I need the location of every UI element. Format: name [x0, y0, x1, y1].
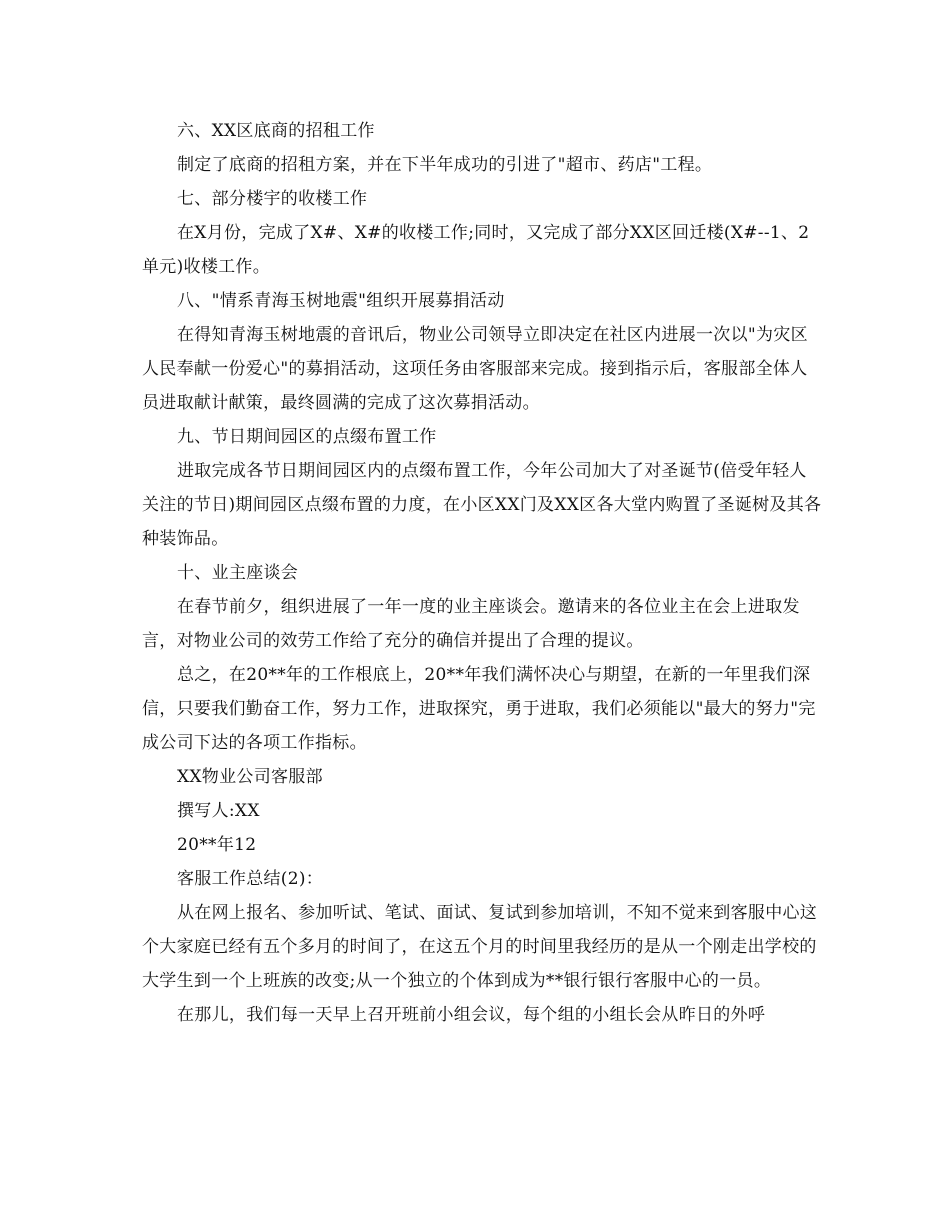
- section-heading-10: 十、业主座谈会: [177, 563, 299, 583]
- second-summary-title: 客服工作总结(2)：: [177, 869, 324, 889]
- signature-author: 撰写人:XX: [177, 801, 260, 821]
- paragraph: 制定了底商的招租方案，并在下半年成功的引进了"超市、药店"工程。: [177, 155, 713, 175]
- paragraph: 从在网上报名、参加听试、笔试、面试、复试到参加培训，不知不觉来到客服中心这个大家庭已经有五个多月的时间了，在这五个月的时间里我经历的是从一个刚走出学校的大学生到一个上班族的改变;从一个独立的个体到成为**银行银行客服中心的一员。: [142, 903, 818, 991]
- section-heading-8: 八、"情系青海玉树地震"组织开展募捐活动: [177, 291, 505, 311]
- conclusion-paragraph: 总之，在20**年的工作根底上，20**年我们满怀决心与期望，在新的一年里我们深信，只要我们勤奋工作，努力工作，进取探究，勇于进取，我们必须能以"最大的努力"完成公司下达的各项工作指标。: [142, 665, 816, 753]
- paragraph: 进取完成各节日期间园区内的点缀布置工作，今年公司加大了对圣诞节(倍受年轻人关注的节日)期间园区点缀布置的力度，在小区XX门及XX区各大堂内购置了圣诞树及其各种装饰品。: [142, 461, 822, 549]
- section-heading-9: 九、节日期间园区的点缀布置工作: [177, 427, 437, 447]
- paragraph: 在X月份，完成了X#、X#的收楼工作;同时，又完成了部分XX区回迁楼(X#--1、2单元)收楼工作。: [142, 223, 810, 277]
- paragraph: 在春节前夕，组织进展了一年一度的业主座谈会。邀请来的各位业主在会上进取发言，对物业公司的效劳工作给了充分的确信并提出了合理的提议。: [142, 597, 800, 651]
- section-heading-7: 七、部分楼宇的收楼工作: [177, 189, 368, 209]
- paragraph: 在那儿，我们每一天早上召开班前小组会议，每个组的小组长会从昨日的外呼: [177, 1005, 766, 1025]
- signature-department: XX物业公司客服部: [177, 767, 323, 787]
- signature-date: 20**年12: [177, 835, 257, 855]
- paragraph: 在得知青海玉树地震的音讯后，物业公司领导立即决定在社区内进展一次以"为灾区人民奉献一份爱心"的募捐活动，这项任务由客服部来完成。接到指示后，客服部全体人员进取献计献策，最终圆满的完成了这次募捐活动。: [142, 325, 808, 413]
- section-heading-6: 六、XX区底商的招租工作: [177, 121, 375, 141]
- document-body: [142, 114, 822, 1032]
